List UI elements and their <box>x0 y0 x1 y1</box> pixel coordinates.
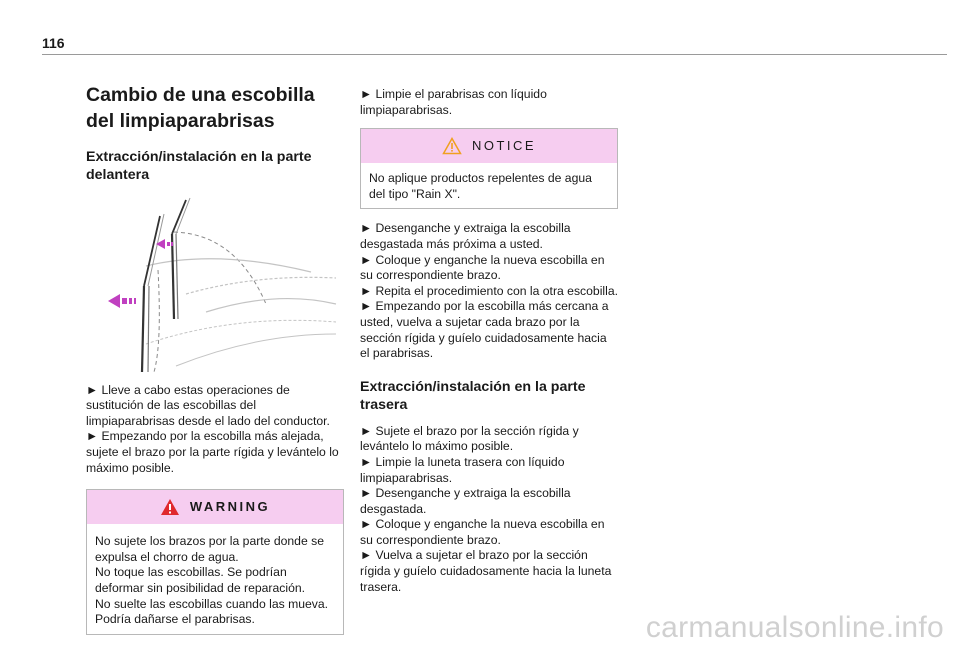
bullet-text: ► Empezando por la escobilla más alejada, sujete el brazo por la parte rígida y levántelo lo máximo posible. <box>86 429 339 475</box>
warning-label: WARNING <box>189 499 271 515</box>
notice-body <box>361 163 617 208</box>
bullet-text: ► Vuelva a sujetar el brazo por la sección rígida y guíelo cuidadosamente hacia la luneta trasera. <box>360 548 612 594</box>
bullet-text: ► Desenganche y extraiga la escobilla desgastada. <box>360 486 571 516</box>
warning-box <box>86 489 344 635</box>
watermark: carmanualsonline.info <box>645 611 944 644</box>
warning-line: No sujete los brazos por la parte donde se expulsa el chorro de agua. <box>95 534 324 564</box>
bullet-list <box>360 221 618 361</box>
bullet-text: ► Limpie la luneta trasera con líquido limpiaparabrisas. <box>360 454 565 485</box>
notice-header <box>361 129 617 163</box>
wiper-illustration <box>86 194 344 372</box>
caution-icon <box>442 137 462 155</box>
bullet-text: ► Coloque y enganche la nueva escobilla en su correspondiente brazo. <box>360 252 605 283</box>
front-subtitle: Extracción/instalación en la parte delantera <box>86 149 312 183</box>
warning-body <box>87 524 343 634</box>
bullet-text: ► Empezando por la escobilla más cercana a usted, vuelva a sujetar cada brazo por la sección rígida y guíelo cuidadosamente hacia el parabrisas. <box>360 299 609 361</box>
notice-box <box>360 128 618 209</box>
warning-line: No toque las escobillas. Se podrían deformar sin posibilidad de reparación. <box>95 565 306 595</box>
section-title: Cambio de una escobilla del limpiaparabrisas <box>86 84 315 132</box>
bullet-text: ► Repita el procedimiento con la otra escobilla. <box>360 283 618 298</box>
warning-icon <box>160 498 180 516</box>
rear-subtitle: Extracción/instalación en la parte trasera <box>360 378 586 413</box>
bullet-text: ► Limpie el parabrisas con líquido limpiaparabrisas. <box>360 87 547 117</box>
warning-line: No suelte las escobillas cuando las mueva. Podría dañarse el parabrisas. <box>95 596 329 627</box>
left-column <box>86 82 344 635</box>
warning-header <box>87 490 343 524</box>
header-divider <box>42 54 947 55</box>
bullet-text: ► Sujete el brazo por la sección rígida y levántelo lo máximo posible. <box>360 423 579 454</box>
bullet-text: ► Coloque y enganche la nueva escobilla en su correspondiente brazo. <box>360 517 605 547</box>
notice-text: No aplique productos repelentes de agua del tipo "Rain X". <box>369 171 592 201</box>
bullet-list <box>360 424 618 596</box>
bullet-text: ► Lleve a cabo estas operaciones de sustitución de las escobillas del limpiaparabrisas desde el lado del conductor. <box>86 382 330 428</box>
bullet-text: ► Desenganche y extraiga la escobilla desgastada más próxima a usted. <box>360 221 571 251</box>
notice-label: NOTICE <box>471 138 537 154</box>
page-number: 116 <box>42 35 65 51</box>
right-column <box>360 87 618 595</box>
